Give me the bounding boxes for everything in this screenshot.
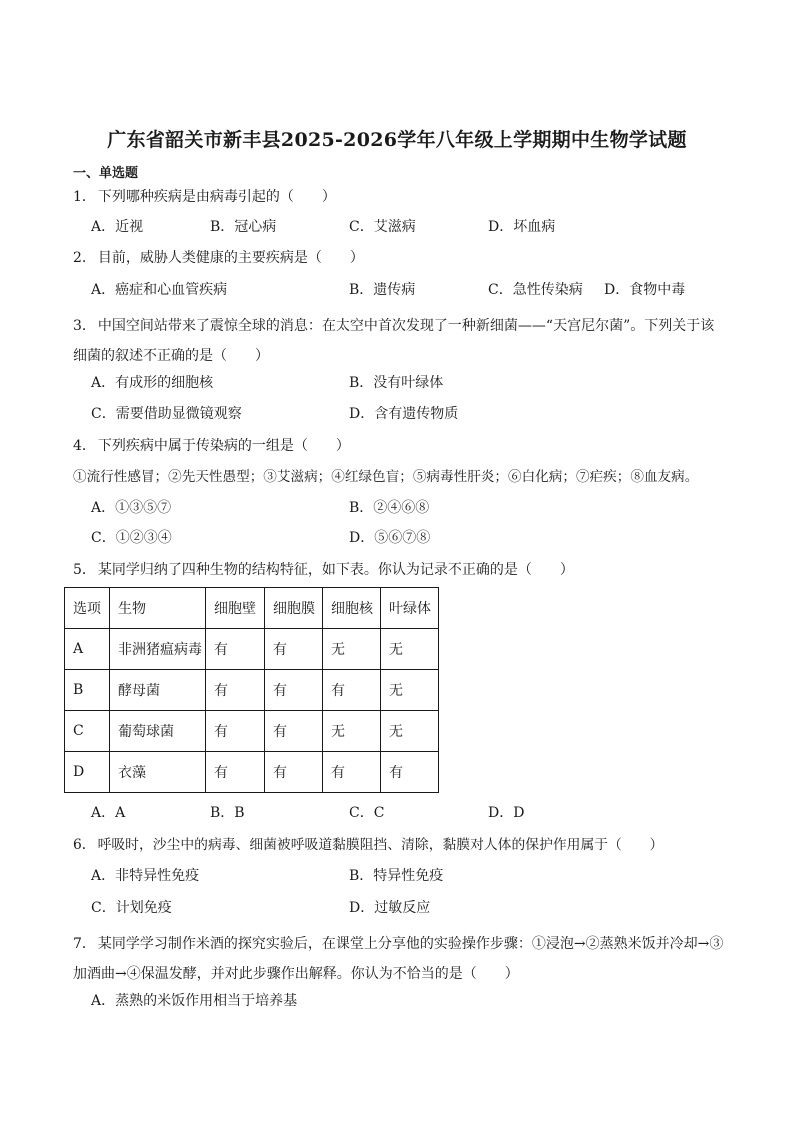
- q2-option-a[interactable]: A．癌症和心血管疾病: [91, 282, 228, 298]
- table-cell: 有: [206, 670, 265, 711]
- table-cell: 葡萄球菌: [110, 711, 206, 752]
- q3-option-c[interactable]: C．需要借助显微镜观察: [91, 406, 242, 422]
- table-cell: 有: [206, 629, 265, 670]
- q6-option-a[interactable]: A．非特异性免疫: [91, 868, 200, 884]
- question-number: 4．: [73, 438, 96, 454]
- question-number: 5．: [73, 562, 96, 578]
- table-header-cell: 叶绿体: [381, 588, 439, 629]
- question-2: [73, 248, 733, 268]
- q7-option-a[interactable]: A．蒸熟的米饭作用相当于培养基: [91, 993, 298, 1009]
- table-cell: A: [65, 629, 110, 670]
- table-row: [65, 670, 439, 711]
- question-1: [73, 187, 733, 207]
- table-cell: 有: [323, 752, 381, 793]
- table-cell: 无: [323, 711, 381, 752]
- q5-option-d[interactable]: D．D: [488, 805, 525, 821]
- q4-item-list: ①流行性感冒；②先天性愚型；③艾滋病；④红绿色盲；⑤病毒性肝炎；⑥白化病；⑦疟疾；⑧血友病。: [73, 469, 699, 485]
- q6-option-d[interactable]: D．过敏反应: [349, 900, 431, 916]
- table-cell: B: [65, 670, 110, 711]
- table-cell: 无: [381, 670, 439, 711]
- q3-option-d[interactable]: D．含有遗传物质: [349, 406, 459, 422]
- q1-option-c[interactable]: C．艾滋病: [349, 219, 416, 235]
- q2-option-b[interactable]: B．遗传病: [349, 282, 416, 298]
- question-stem: 呼吸时，沙尘中的病毒、细菌被呼吸道黏膜阻挡、清除，黏膜对人体的保护作用属于（ ）: [97, 837, 664, 853]
- table-cell: 有: [381, 752, 439, 793]
- q1-option-d[interactable]: D．坏血病: [488, 219, 556, 235]
- table-cell: C: [65, 711, 110, 752]
- table-header-cell: 细胞核: [323, 588, 381, 629]
- table-header-cell: 选项: [65, 588, 110, 629]
- q4-option-c[interactable]: C．①②③④: [91, 530, 172, 546]
- table-cell: 酵母菌: [110, 670, 206, 711]
- question-stem: 下列哪种疾病是由病毒引起的（ ）: [97, 189, 336, 205]
- q4-option-b[interactable]: B．②④⑥⑧: [349, 500, 430, 516]
- q2-option-d[interactable]: D．食物中毒: [604, 282, 686, 298]
- q3-option-a[interactable]: A．有成形的细胞核: [91, 375, 214, 391]
- table-header-row: [65, 588, 439, 629]
- organism-structure-table: [64, 587, 439, 793]
- table-cell: 非洲猪瘟病毒: [110, 629, 206, 670]
- q2-option-c[interactable]: C．急性传染病: [488, 282, 583, 298]
- table-cell: 衣藻: [110, 752, 206, 793]
- question-7: [73, 929, 728, 989]
- question-number: 7．: [73, 936, 96, 952]
- table-cell: 无: [323, 629, 381, 670]
- section-heading: 一、单选题: [73, 166, 139, 181]
- table-row: [65, 629, 439, 670]
- question-5: [73, 560, 733, 580]
- table-cell: 有: [206, 711, 265, 752]
- question-stem: 某同学归纳了四种生物的结构特征，如下表。你认为记录不正确的是（ ）: [97, 562, 574, 578]
- q3-option-b[interactable]: B．没有叶绿体: [349, 375, 444, 391]
- question-number: 1．: [73, 189, 96, 205]
- q4-option-a[interactable]: A．①③⑤⑦: [91, 500, 172, 516]
- question-stem: 某同学学习制作米酒的探究实验后，在课堂上分享他的实验操作步骤：①浸泡→②蒸熟米饭并冷却→③加酒曲→④保温发酵，并对此步骤作出解释。你认为不恰当的是（ ）: [73, 936, 724, 982]
- q1-option-a[interactable]: A．近视: [91, 219, 144, 235]
- q6-option-c[interactable]: C．计划免疫: [91, 900, 172, 916]
- table-cell: 有: [206, 752, 265, 793]
- table-cell: D: [65, 752, 110, 793]
- table-cell: 无: [381, 629, 439, 670]
- table-cell: 有: [265, 629, 323, 670]
- table-cell: 有: [265, 670, 323, 711]
- table-cell: 无: [381, 711, 439, 752]
- table-header-cell: 生物: [110, 588, 206, 629]
- table-cell: 有: [265, 711, 323, 752]
- q5-option-b[interactable]: B．B: [210, 805, 245, 821]
- q1-option-b[interactable]: B．冠心病: [210, 219, 277, 235]
- question-number: 6．: [73, 837, 96, 853]
- q6-option-b[interactable]: B．特异性免疫: [349, 868, 444, 884]
- question-4: [73, 436, 733, 456]
- table-header-cell: 细胞膜: [265, 588, 323, 629]
- table-cell: 有: [265, 752, 323, 793]
- question-3: [73, 311, 728, 371]
- q5-option-c[interactable]: C．C: [349, 805, 385, 821]
- question-6: [73, 835, 733, 855]
- question-stem: 目前，威胁人类健康的主要疾病是（ ）: [97, 250, 364, 266]
- question-stem: 下列疾病中属于传染病的一组是（ ）: [97, 438, 350, 454]
- table-cell: 有: [323, 670, 381, 711]
- q5-option-a[interactable]: A．A: [91, 805, 126, 821]
- table-row: [65, 711, 439, 752]
- exam-title: 广东省韶关市新丰县2025-2026学年八年级上学期期中生物学试题: [107, 129, 687, 151]
- table-row: [65, 752, 439, 793]
- table-header-cell: 细胞壁: [206, 588, 265, 629]
- q4-option-d[interactable]: D．⑤⑥⑦⑧: [349, 530, 431, 546]
- question-stem: 中国空间站带来了震惊全球的消息：在太空中首次发现了一种新细菌——“天宫尼尔菌”。下列关于该细菌的叙述不正确的是（ ）: [73, 318, 715, 364]
- question-number: 2．: [73, 250, 96, 266]
- question-number: 3．: [73, 318, 96, 334]
